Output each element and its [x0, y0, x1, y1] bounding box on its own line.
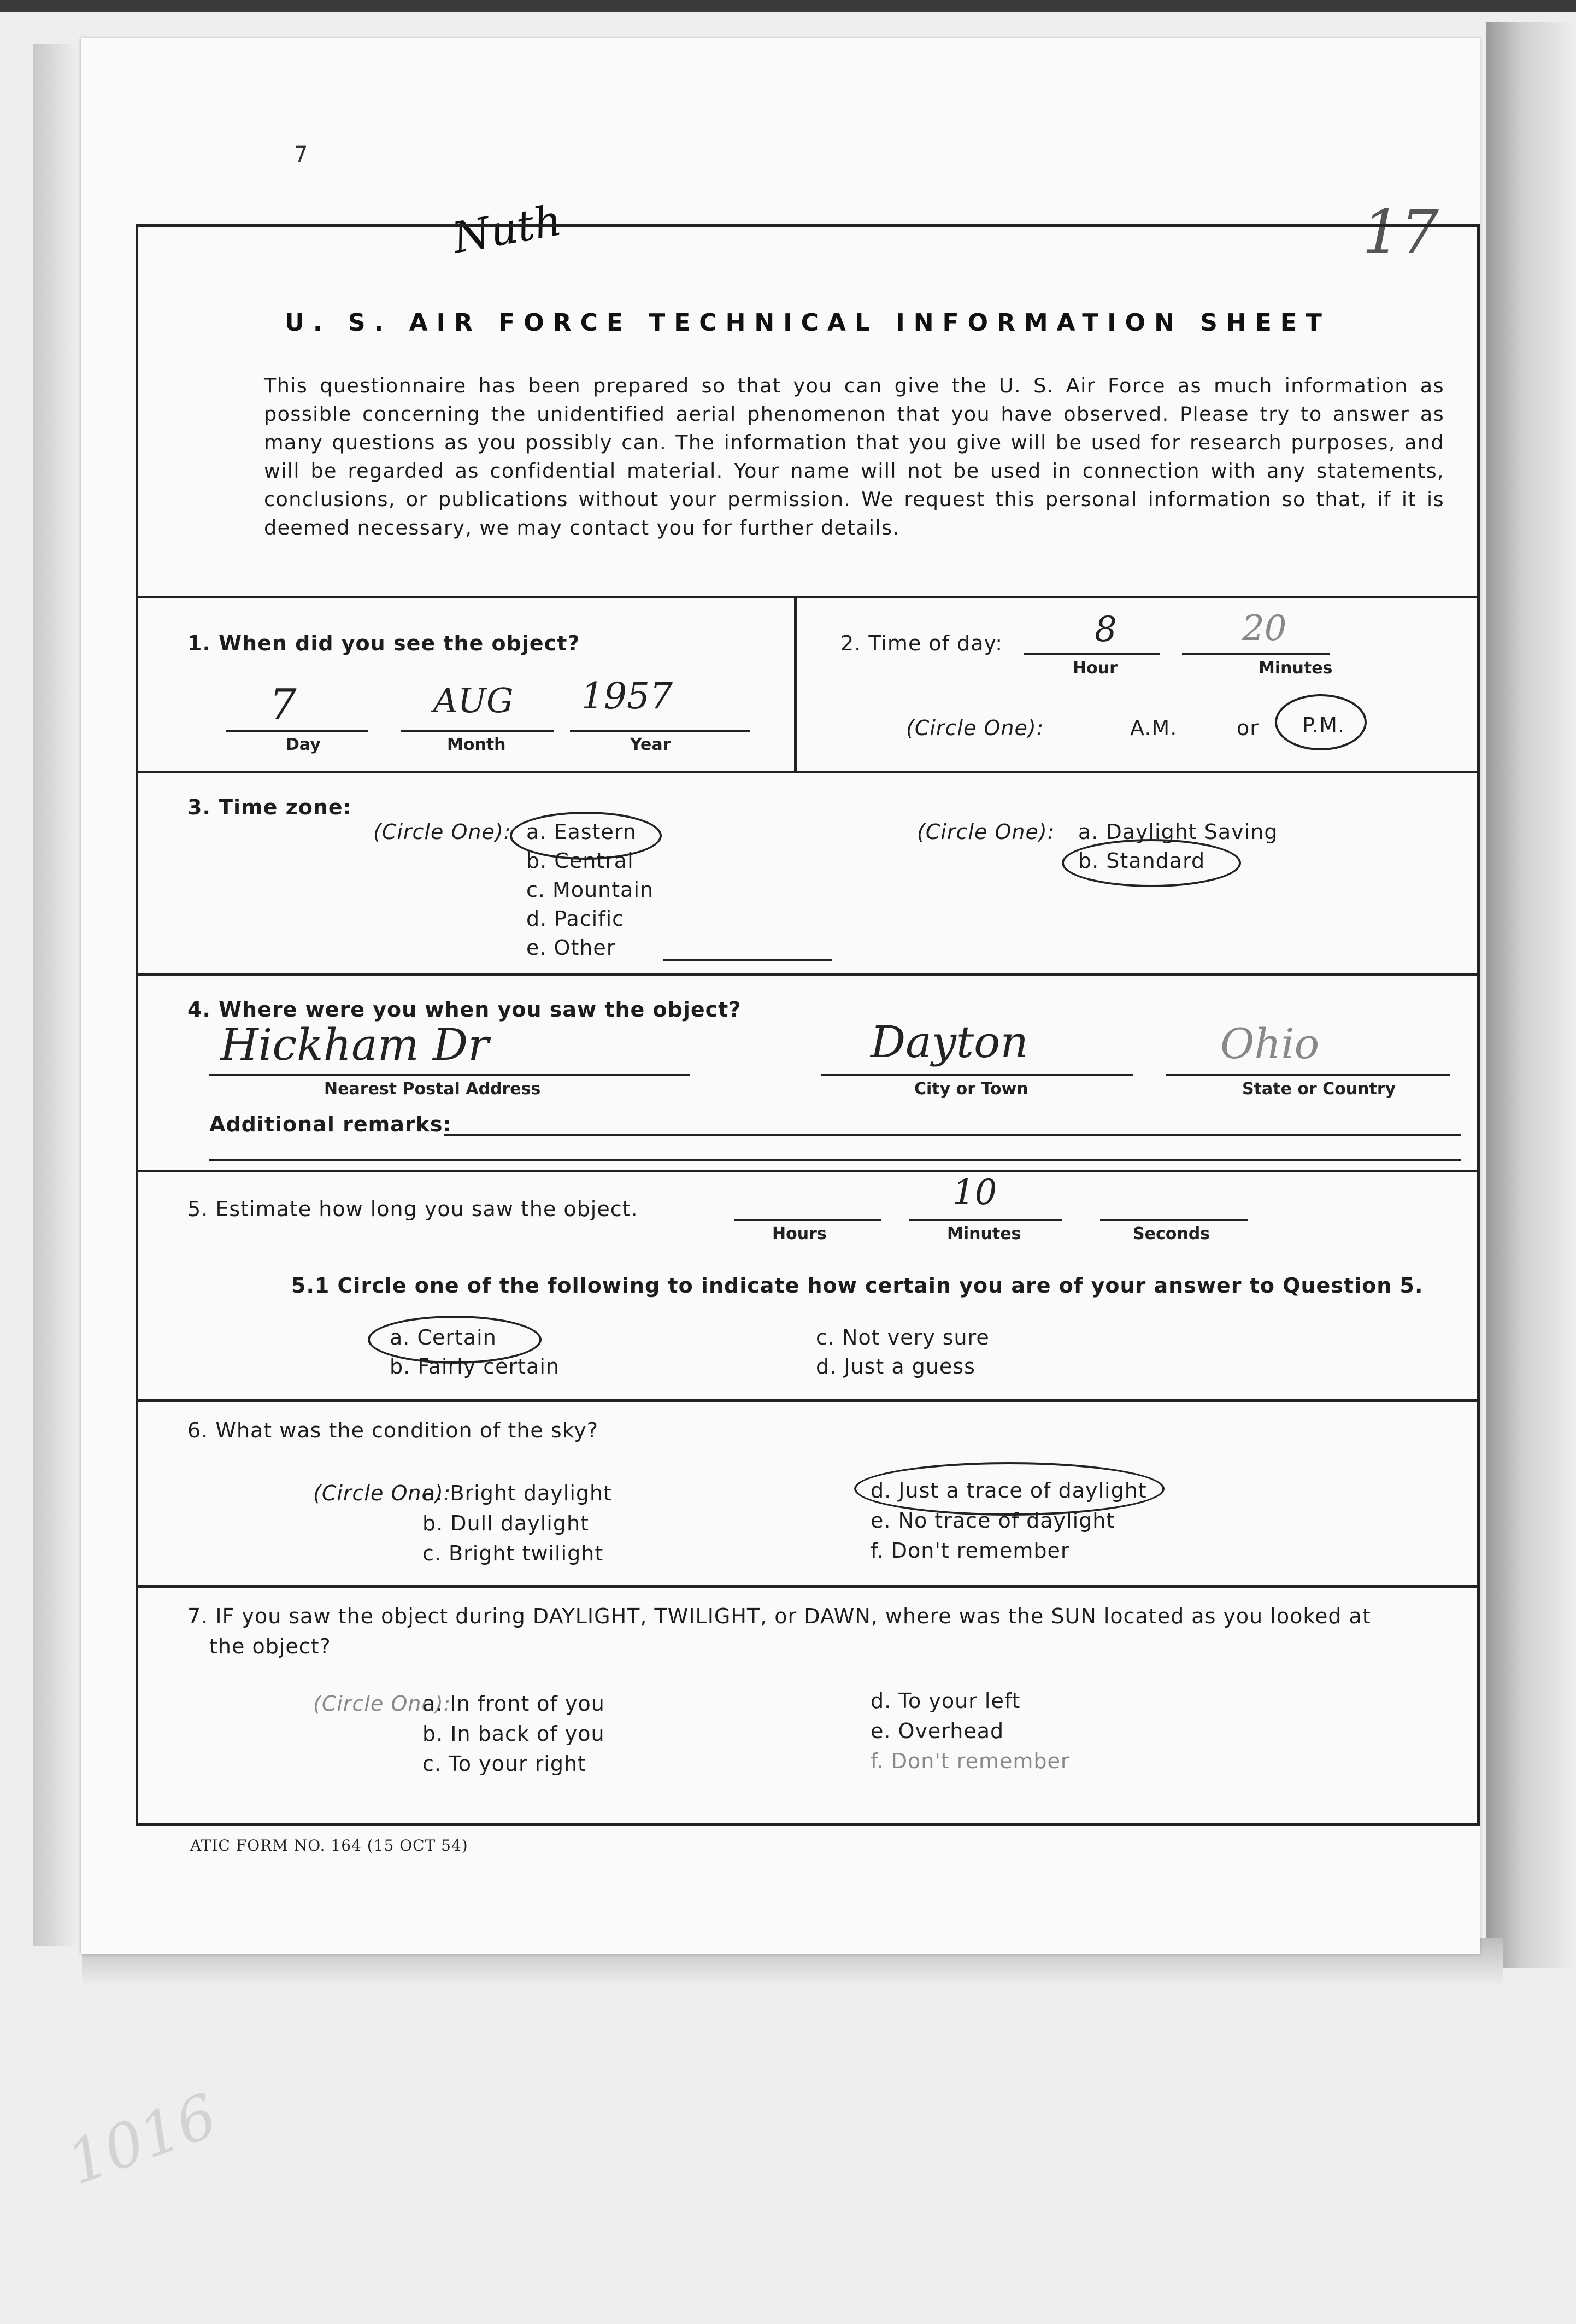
q5-hours-label: Hours [772, 1224, 827, 1243]
q1-day-line [226, 730, 368, 732]
q7-option-c: c. To your right [422, 1752, 586, 1776]
q5-minutes-value: 10 [952, 1172, 997, 1213]
q1-month-line [401, 730, 554, 732]
q3-question: 3. Time zone: [187, 795, 352, 819]
q6-option-f: f. Don't remember [871, 1539, 1070, 1563]
q4-question: 4. Where were you when you saw the object? [187, 997, 742, 1022]
q2-hour-value: 8 [1095, 609, 1117, 650]
q7-question-line-1: 7. IF you saw the object during DAYLIGHT, TWILIGHT, or DAWN, where was the SUN located as you looked at [187, 1604, 1371, 1628]
photo-left-shadow [33, 44, 77, 1946]
q7-option-e: e. Overhead [871, 1719, 1004, 1743]
q4-remarks-label: Additional remarks: [209, 1112, 452, 1136]
q4-remarks-line-2 [209, 1159, 1461, 1161]
q1-year-label: Year [630, 735, 671, 754]
corner-page-number: 17 [1362, 197, 1439, 267]
information-form [136, 224, 1480, 1826]
q2-hour-label: Hour [1073, 659, 1118, 678]
q4-state-label: State or Country [1242, 1079, 1396, 1099]
q7-option-b: b. In back of you [422, 1722, 605, 1746]
q6-section [138, 1402, 1477, 1588]
q5-option-fairly-certain: b. Fairly certain [390, 1354, 560, 1378]
q3-standard: b. Standard [1078, 849, 1205, 873]
q7-option-a: a. In front of you [422, 1692, 605, 1716]
q5-question: 5. Estimate how long you saw the object. [187, 1197, 638, 1221]
photo-top-edge [0, 0, 1576, 12]
q5-option-certain: a. Certain [390, 1325, 497, 1349]
q3-section [138, 773, 1477, 976]
top-note: 7 [294, 142, 308, 167]
q4-section [138, 976, 1477, 1172]
q7-question-line-2: the object? [209, 1634, 331, 1658]
q4-state-line [1166, 1074, 1450, 1076]
q5-minutes-line [909, 1219, 1062, 1221]
form-header [138, 227, 1477, 598]
q3-circle-one-saving: (Circle One): [917, 820, 1055, 844]
q4-city-label: City or Town [914, 1079, 1028, 1099]
q7-section [138, 1588, 1477, 1823]
q2-circle-one: (Circle One): [906, 716, 1044, 740]
q3-zone-eastern: a. Eastern [526, 820, 637, 844]
q4-city-value: Dayton [871, 1017, 1028, 1067]
q1-q2-divider [794, 598, 797, 771]
q1-question: 1. When did you see the object? [187, 631, 580, 655]
q3-zone-mountain: c. Mountain [526, 878, 654, 902]
q1-q2-section [138, 598, 1477, 773]
q7-option-f: f. Don't remember [871, 1749, 1070, 1773]
photo-right-shadow [1486, 22, 1576, 1968]
q4-address-label: Nearest Postal Address [324, 1079, 541, 1099]
q3-daylight-saving: a. Daylight Saving [1078, 820, 1278, 844]
q2-pm-selection-circle [1275, 694, 1367, 750]
q5-1-question: 5.1 Circle one of the following to indicate how certain you are of your answer to Question 5. [291, 1273, 1424, 1298]
q7-circle-one: (Circle One): [313, 1692, 451, 1716]
q5-option-not-very-sure: c. Not very sure [816, 1325, 990, 1349]
q6-option-c: c. Bright twilight [422, 1541, 604, 1565]
q1-year-value: 1957 [581, 675, 673, 717]
q2-or-text: or [1237, 716, 1259, 740]
q2-am-option: A.M. [1130, 716, 1178, 740]
q1-month-value: AUG [433, 680, 514, 720]
q2-hour-line [1024, 653, 1160, 655]
form-number: ATIC FORM NO. 164 (15 OCT 54) [190, 1836, 468, 1854]
q3-other-line [663, 959, 832, 961]
q4-state-value: Ohio [1220, 1019, 1320, 1068]
q5-minutes-label: Minutes [947, 1224, 1021, 1243]
q2-pm-option: P.M. [1302, 713, 1345, 737]
handwritten-top-note: Nuth [449, 196, 566, 263]
q4-address-value: Hickham Dr [220, 1019, 489, 1070]
q2-minutes-value: 20 [1242, 608, 1287, 649]
q5-section [138, 1172, 1477, 1402]
q5-seconds-label: Seconds [1133, 1224, 1210, 1243]
q6-option-a: a. Bright daylight [422, 1481, 612, 1505]
intro-paragraph: This questionnaire has been prepared so that you can give the U. S. Air Force as much information as possible concerning the unidentified aerial phenomenon that you have observed. Please try to answer as many questions as you possibly can. The information that you give will be used for research purposes, and will be regarded as confidential material. Your name will not be used in connection with any statements, conclusions, or publications without your permission. We request this personal information so that, if it is deemed necessary, we may contact you for further details. [264, 374, 1444, 539]
form-title: U. S. AIR FORCE TECHNICAL INFORMATION SHEET [285, 309, 1331, 337]
q5-hours-line [734, 1219, 881, 1221]
q1-month-label: Month [447, 735, 506, 754]
q4-city-line [821, 1074, 1133, 1076]
q3-zone-central: b. Central [526, 849, 634, 873]
q6-option-b: b. Dull daylight [422, 1511, 589, 1535]
q2-minutes-line [1182, 653, 1330, 655]
q3-zone-pacific: d. Pacific [526, 907, 625, 931]
q3-circle-one-zone: (Circle One): [373, 820, 511, 844]
faded-bottom-scrawl: 1016 [58, 2080, 226, 2199]
q6-selection-circle [854, 1462, 1165, 1516]
q6-option-e: e. No trace of daylight [871, 1509, 1115, 1533]
q6-circle-one: (Circle One): [313, 1481, 451, 1505]
q2-question: 2. Time of day: [840, 631, 1003, 655]
q1-day-label: Day [286, 735, 321, 754]
q2-minutes-label: Minutes [1259, 659, 1333, 678]
q3-saving-selection-circle [1062, 839, 1241, 887]
q1-day-value: 7 [269, 680, 297, 730]
q6-question: 6. What was the condition of the sky? [187, 1418, 598, 1442]
document-sheet [81, 38, 1480, 1954]
q5-option-just-a-guess: d. Just a guess [816, 1354, 975, 1378]
q7-option-d: d. To your left [871, 1689, 1021, 1713]
q5-seconds-line [1100, 1219, 1248, 1221]
q4-address-line [209, 1074, 690, 1076]
q3-zone-other: e. Other [526, 936, 616, 960]
q4-remarks-line-1 [444, 1134, 1461, 1136]
q6-option-d: d. Just a trace of daylight [871, 1478, 1147, 1503]
q1-year-line [570, 730, 750, 732]
